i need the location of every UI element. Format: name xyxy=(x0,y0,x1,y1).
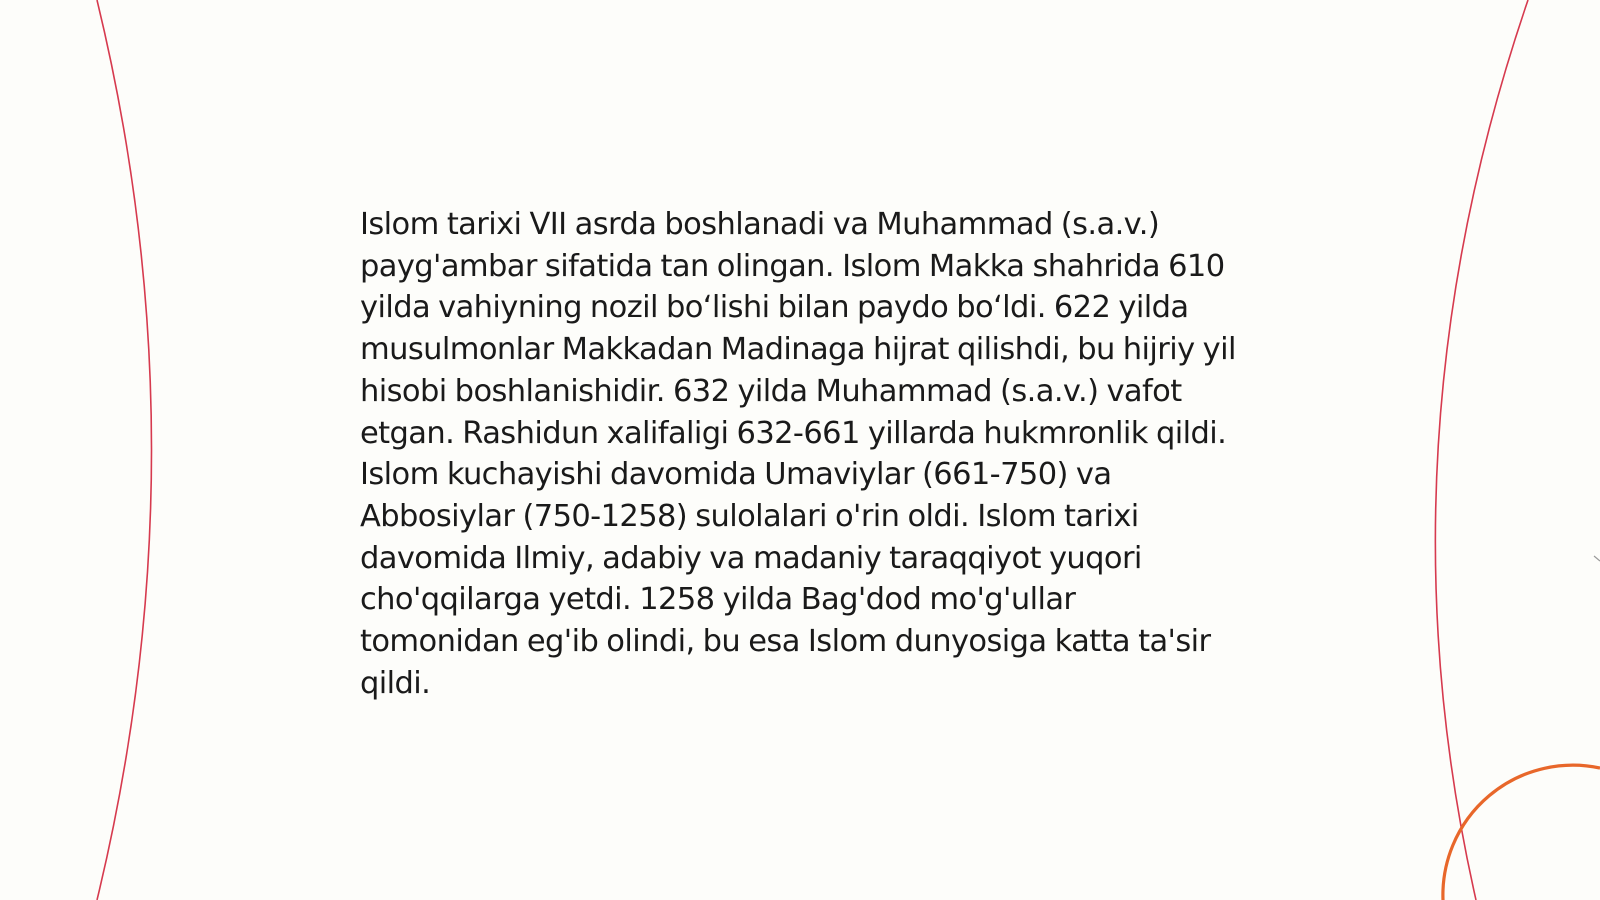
small-edge-mark xyxy=(1594,556,1600,561)
right-arc xyxy=(1435,0,1528,900)
orange-circle-arc xyxy=(1443,765,1600,900)
left-arc xyxy=(97,0,152,900)
slide-body-text: Islom tarixi VII asrda boshlanadi va Muhammad (s.a.v.) payg'ambar sifatida tan olingan. Islom Makka shahrida 610 yilda vahiyning nozil bo‘lishi bilan paydo bo‘ldi. 622 yilda musulmonlar Makkadan Madinaga hijrat qilishdi, bu hijriy yil hisobi boshlanishidir. 632 yilda Muhammad (s.a.v.) vafot etgan. Rashidun xalifaligi 632-661 yillarda hukmronlik qildi. Islom kuchayishi davomida Umaviylar (661-750) va Abbosiylar (750-1258) sulolalari o'rin oldi. Islom tarixi davomida Ilmiy, adabiy va madaniy taraqqiyot yuqori cho'qqilarga yetdi. 1258 yilda Bag'dod mo'g'ullar tomonidan eg'ib olindi, bu esa Islom dunyosiga katta ta'sir qildi. xyxy=(360,207,1236,701)
